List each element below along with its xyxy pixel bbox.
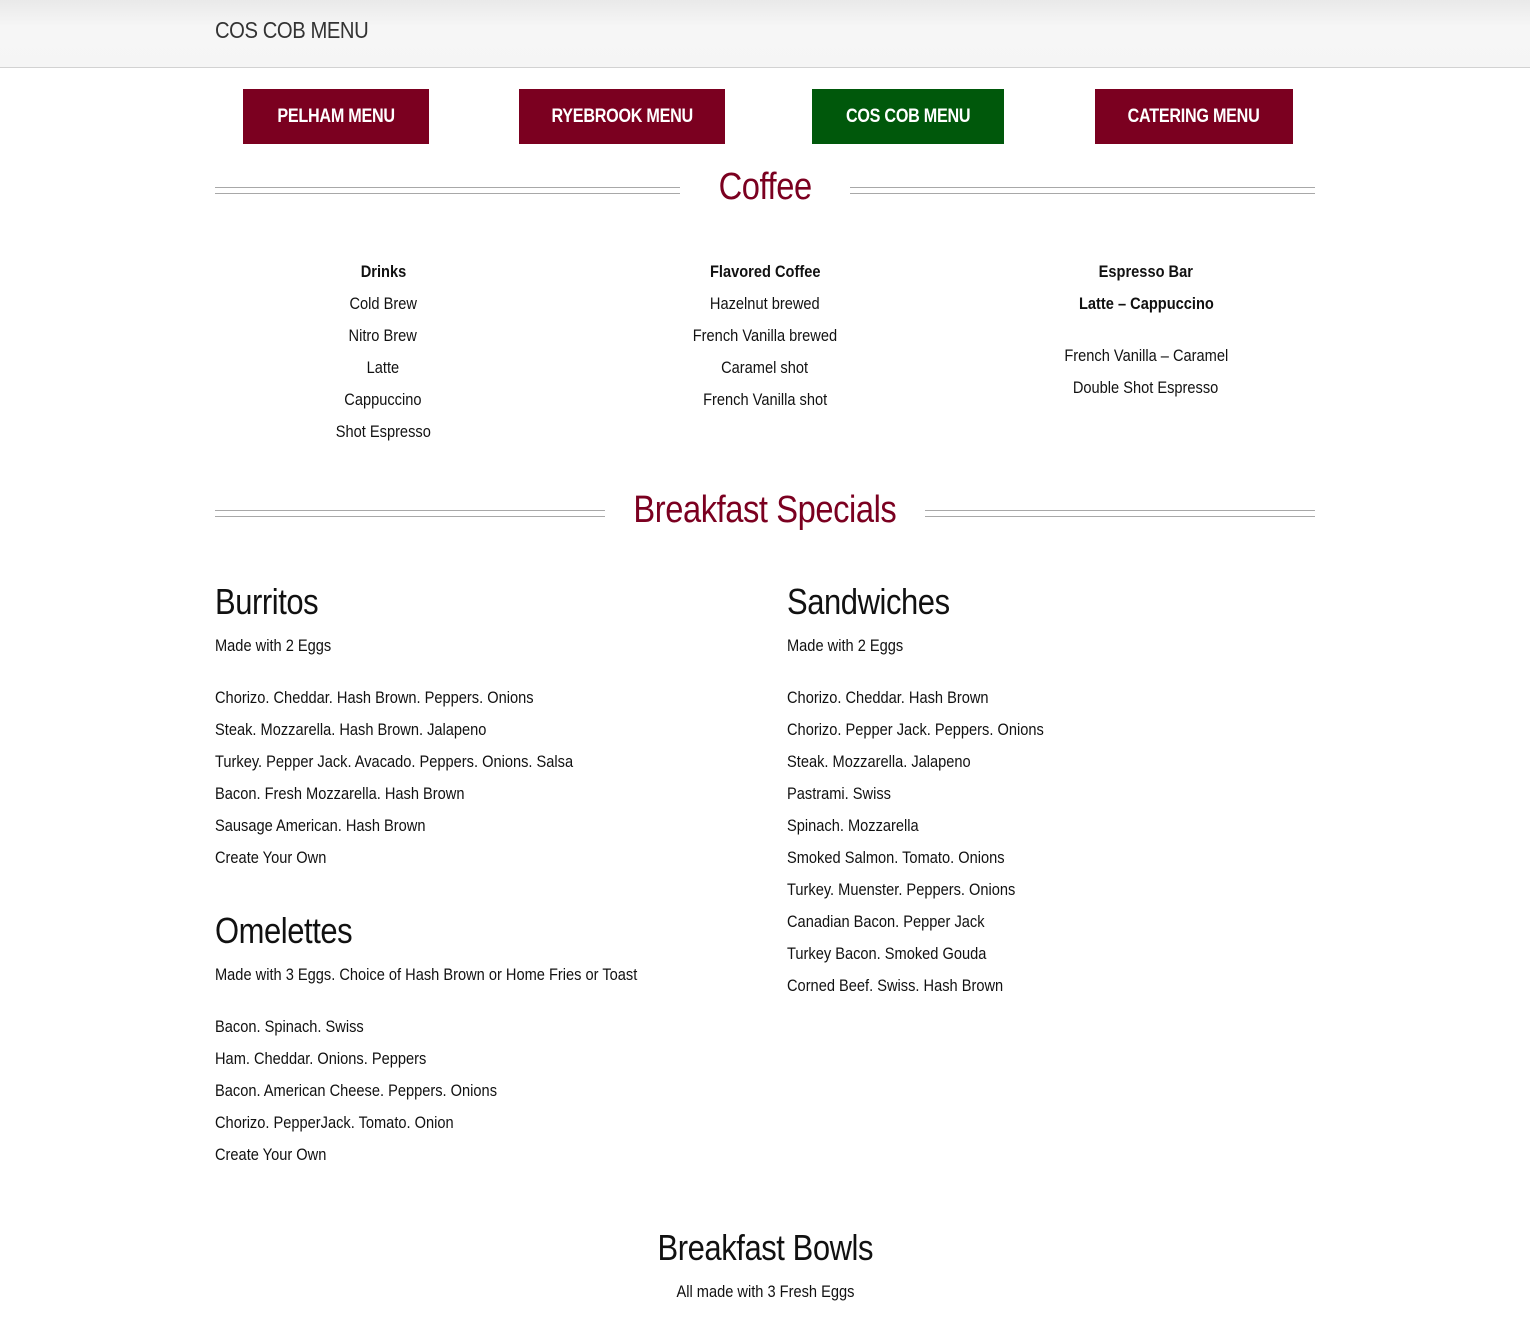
top-bar [0, 0, 1530, 68]
list-item: Ham. Cheddar. Onions. Peppers [215, 1049, 427, 1068]
list-item: Latte [366, 358, 400, 377]
list-item: Pastrami. Swiss [787, 784, 891, 803]
divider-right [850, 187, 1315, 194]
omelettes-block [215, 903, 755, 1171]
divider-right [925, 510, 1315, 517]
list-item: Create Your Own [215, 848, 327, 867]
list-item: Canadian Bacon. Pepper Jack [787, 912, 985, 931]
list-item: Smoked Salmon. Tomato. Onions [787, 848, 1005, 867]
drinks-column [243, 256, 523, 448]
breakfast-bowls-heading: Breakfast Bowls [657, 1227, 873, 1268]
coffee-section-header [215, 166, 1315, 218]
catering-menu-button[interactable]: CATERING MENU [1095, 89, 1293, 144]
sandwiches-heading: Sandwiches [787, 581, 950, 622]
list-item: Spinach. Mozzarella [787, 816, 919, 835]
list-item: Nitro Brew [348, 326, 418, 345]
list-item: Chorizo. PepperJack. Tomato. Onion [215, 1113, 454, 1132]
list-item: Steak. Mozzarella. Jalapeno [787, 752, 971, 771]
site-title[interactable]: COS COB MENU [215, 17, 369, 43]
breakfast-bowls-block [215, 1220, 1315, 1308]
omelettes-note: Made with 3 Eggs. Choice of Hash Brown or Home Fries or Toast [215, 965, 638, 984]
flavored-coffee-column [615, 256, 915, 416]
sandwiches-block [787, 574, 1315, 1002]
list-item: Bacon. Fresh Mozzarella. Hash Brown [215, 784, 465, 803]
list-item: French Vanilla – Caramel [1064, 346, 1228, 365]
list-item: French Vanilla shot [702, 390, 828, 409]
breakfast-section-header [215, 489, 1315, 541]
list-item: Corned Beef. Swiss. Hash Brown [787, 976, 1004, 995]
burritos-block [215, 574, 755, 874]
list-item: Chorizo. Pepper Jack. Peppers. Onions [787, 720, 1044, 739]
list-item: Chorizo. Cheddar. Hash Brown [787, 688, 989, 707]
list-item: Bacon. Spinach. Swiss [215, 1017, 364, 1036]
espresso-bar-column [996, 256, 1296, 404]
ryebrook-menu-button[interactable]: RYEBROOK MENU [519, 89, 725, 144]
list-item: Caramel shot [721, 358, 809, 377]
pelham-menu-button[interactable]: PELHAM MENU [243, 89, 429, 144]
list-item: Turkey. Pepper Jack. Avacado. Peppers. Onions. Salsa [215, 752, 574, 771]
omelettes-heading: Omelettes [215, 910, 353, 951]
coffee-title: Coffee [718, 166, 812, 208]
espresso-bar-subheading: Latte – Cappuccino [1078, 294, 1214, 313]
sandwiches-note: Made with 2 Eggs [787, 636, 904, 655]
list-item: Bacon. American Cheese. Peppers. Onions [215, 1081, 497, 1100]
list-item: Create Your Own [215, 1145, 327, 1164]
list-item: Sausage American. Hash Brown [215, 816, 426, 835]
list-item: Cappuccino [344, 390, 422, 409]
burritos-heading: Burritos [215, 581, 319, 622]
burritos-note: Made with 2 Eggs [215, 636, 332, 655]
list-item: Shot Espresso [335, 422, 431, 441]
list-item: Turkey Bacon. Smoked Gouda [787, 944, 987, 963]
list-item: Cold Brew [349, 294, 417, 313]
drinks-heading: Drinks [360, 262, 406, 281]
list-item: Chorizo. Cheddar. Hash Brown. Peppers. Onions [215, 688, 534, 707]
list-item: Hazelnut brewed [710, 294, 820, 313]
list-item: Turkey. Muenster. Peppers. Onions [787, 880, 1016, 899]
espresso-bar-heading: Espresso Bar [1098, 262, 1194, 281]
cos-cob-menu-button[interactable]: COS COB MENU [812, 89, 1004, 144]
list-item: Steak. Mozzarella. Hash Brown. Jalapeno [215, 720, 487, 739]
list-item: Double Shot Espresso [1073, 378, 1219, 397]
breakfast-specials-title: Breakfast Specials [633, 489, 897, 531]
breakfast-bowls-note: All made with 3 Fresh Eggs [676, 1282, 854, 1301]
flavored-coffee-heading: Flavored Coffee [709, 262, 821, 281]
list-item: French Vanilla brewed [692, 326, 838, 345]
